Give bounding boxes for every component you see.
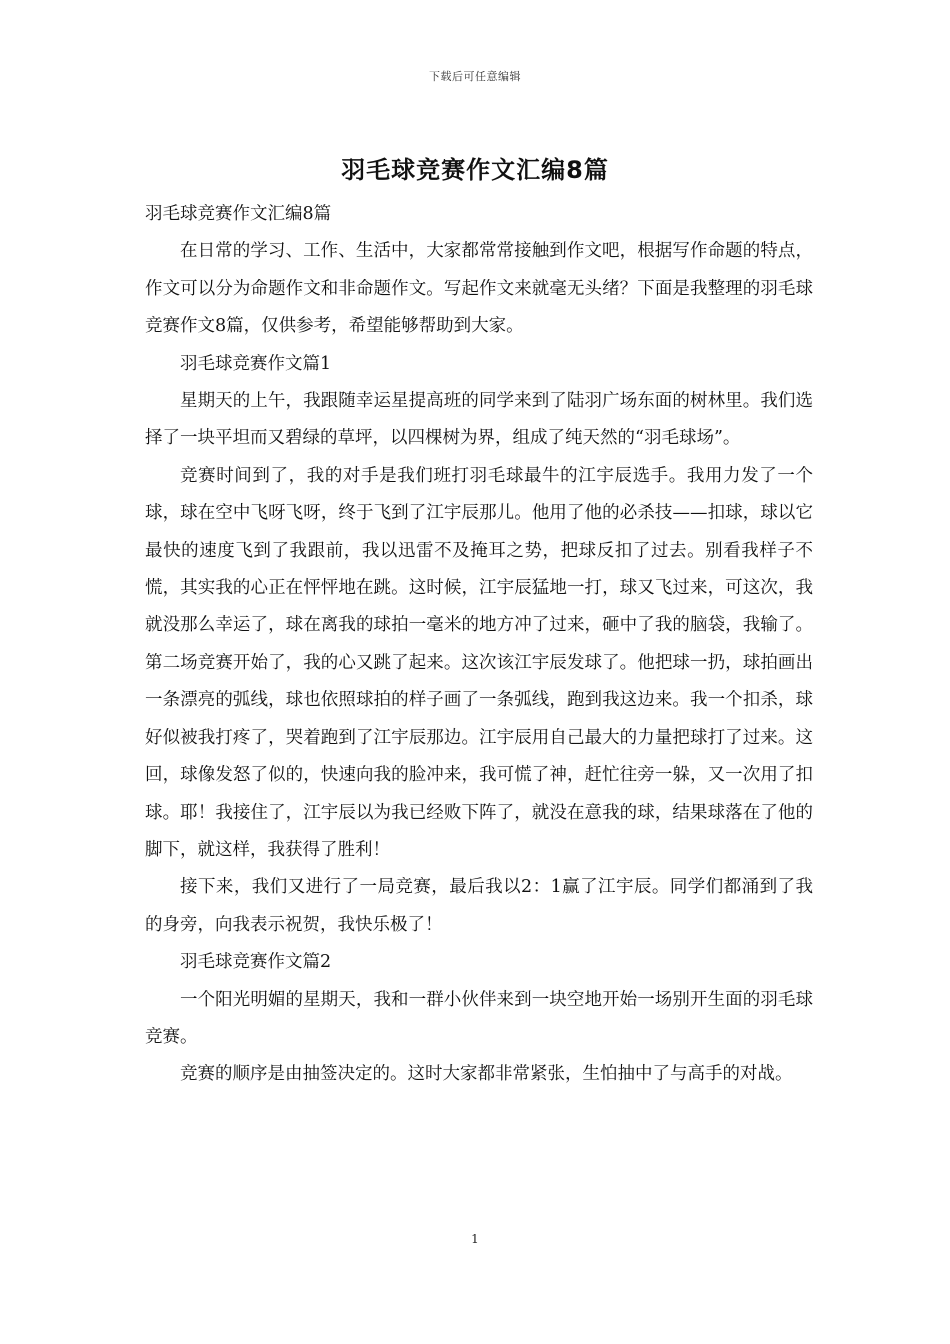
section-heading-1: 羽毛球竞赛作文篇1: [180, 353, 332, 374]
body-paragraph: 竞赛时间到了，我的对手是我们班打羽毛球最牛的江宇辰选手。我用力发了一个球，球在空中飞呀飞呀，终于飞到了江宇辰那儿。他用了他的必杀技——扣球，球以它最快的速度飞到了我跟前，我以迅雷不及掩耳之势，把球反扣了过去。别看我样子不慌，其实我的心正在怦怦地在跳。这时候，江宇辰猛地一打，球又飞过来，可这次，我就没那么幸运了，球在离我的球拍一毫米的地方冲了过来，砸中了我的脑袋，我输了。第二场竞赛开始了，我的心又跳了起来。这次该江宇辰发球了。他把球一扔，球拍画出一条漂亮的弧线，球也依照球拍的样子画了一条弧线，跑到我这边来。我一个扣杀，球好似被我打疼了，哭着跑到了江宇辰那边。江宇辰用自己最大的力量把球打了过来。这回，球像发怒了似的，快速向我的脸冲来，我可慌了神，赶忙往旁一躲，又一次用了扣球。耶！我接住了，江宇辰以为我已经败下阵了，就没在意我的球，结果球落在了他的脚下，就这样，我获得了胜利！: [145, 465, 813, 860]
document-title: 羽毛球竞赛作文汇编8篇: [341, 156, 609, 184]
subtitle-paragraph: 羽毛球竞赛作文汇编8篇: [145, 204, 332, 224]
intro-paragraph: 在日常的学习、工作、生活中，大家都常常接触到作文吧，根据写作命题的特点，作文可以分为命题作文和非命题作文。写起作文来就毫无头绪？下面是我整理的羽毛球竞赛作文8篇，仅供参考，希望能够帮助到大家。: [145, 241, 813, 337]
body-paragraph: 一个阳光明媚的星期天，我和一群小伙伴来到一块空地开始一场别开生面的羽毛球竞赛。: [145, 989, 813, 1047]
body-paragraph: 接下来，我们又进行了一局竞赛，最后我以2：1赢了江宇辰。同学们都涌到了我的身旁，向我表示祝贺，我快乐极了！: [145, 877, 813, 935]
body-paragraph: 星期天的上午，我跟随幸运星提高班的同学来到了陆羽广场东面的树林里。我们选择了一块平坦而又碧绿的草坪，以四棵树为界，组成了纯天然的“羽毛球场”。: [145, 391, 813, 449]
section-heading-2: 羽毛球竞赛作文篇2: [180, 952, 332, 973]
header-note: 下载后可任意编辑: [429, 70, 521, 83]
page-number: 1: [471, 1232, 479, 1246]
document-body: [145, 196, 813, 1094]
body-paragraph: 竞赛的顺序是由抽签决定的。这时大家都非常紧张，生怕抽中了与高手的对战。: [180, 1064, 793, 1085]
